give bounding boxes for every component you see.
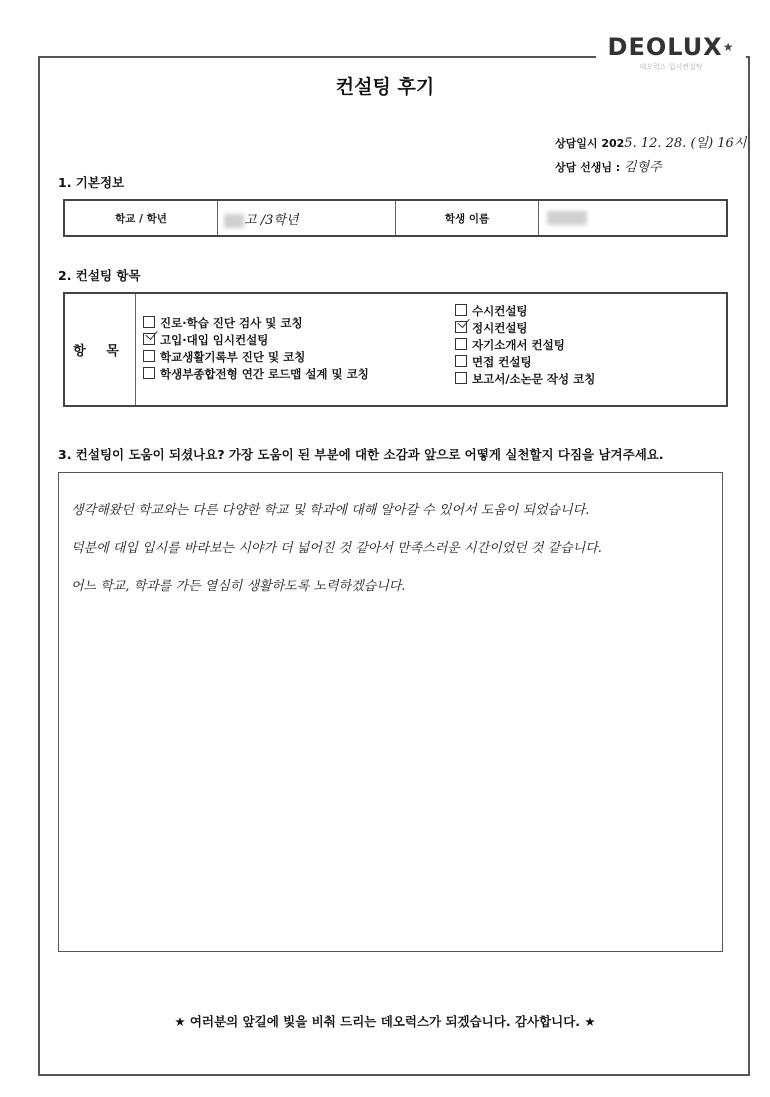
- consult-meta: [555, 132, 746, 180]
- item-right-1[interactable]: 정시컨설팅: [455, 320, 595, 337]
- consultant: 상담 선생님 : 김형주: [555, 160, 662, 175]
- answer-line-3: 어느 학교, 학과를 가든 열심히 생활하도록 노력하겠습니다.: [71, 579, 406, 594]
- item-right-0[interactable]: 수시컨설팅: [455, 303, 595, 320]
- school-grade-value: 고 /3학년: [218, 200, 396, 236]
- checkbox[interactable]: [455, 304, 467, 316]
- items-header: 항 목: [65, 294, 136, 405]
- item-right-3[interactable]: 면접 컨설팅: [455, 354, 595, 371]
- item-left-1[interactable]: 고입·대입 임시컨설팅: [143, 332, 369, 349]
- student-name-value: [539, 200, 728, 236]
- redacted-school: [224, 214, 244, 228]
- item-right-2[interactable]: 자기소개서 컨설팅: [455, 337, 595, 354]
- item-right-4[interactable]: 보고서/소논문 작성 코칭: [455, 371, 595, 388]
- logo-text: DEOLUX★: [607, 33, 735, 61]
- section-basic-info-title: 1. 기본정보: [58, 175, 125, 190]
- checkbox-checked[interactable]: [455, 321, 467, 333]
- items-left-column: [143, 315, 369, 383]
- item-left-2[interactable]: 학교생활기록부 진단 및 코칭: [143, 349, 369, 366]
- item-left-3[interactable]: 학생부종합전형 연간 로드맵 설계 및 코칭: [143, 366, 369, 383]
- answer-line-2: 덕분에 대입 입시를 바라보는 시야가 더 넓어진 것 같아서 만족스러운 시간이었던 것 같습니다.: [71, 541, 602, 556]
- checkbox[interactable]: [455, 372, 467, 384]
- checkbox-checked[interactable]: [143, 333, 155, 345]
- checkbox[interactable]: [143, 350, 155, 362]
- checkbox[interactable]: [143, 316, 155, 328]
- school-grade-label: 학교 / 학년: [64, 200, 218, 236]
- consulting-items-box: [63, 292, 728, 407]
- section-feedback-title: 3. 컨설팅이 도움이 되셨나요? 가장 도움이 된 부분에 대한 소감과 앞으로 어떻게 실천할지 다짐을 남겨주세요.: [58, 447, 664, 462]
- checkbox[interactable]: [455, 355, 467, 367]
- star-icon: ★: [722, 40, 735, 54]
- section-items-title: 2. 컨설팅 항목: [58, 268, 141, 283]
- logo-tagline: 데오럭스 입시컨설팅: [639, 63, 703, 71]
- redacted-name: [547, 211, 587, 225]
- checkbox[interactable]: [143, 367, 155, 379]
- consult-date: 상담일시 2025. 12. 28. (일) 16시: [555, 136, 747, 151]
- footer-message: ★ 여러분의 앞길에 빛을 비춰 드리는 데오럭스가 되겠습니다. 감사합니다. ★: [174, 1014, 596, 1029]
- item-left-0[interactable]: 진로·학습 진단 검사 및 코칭: [143, 315, 369, 332]
- student-name-label: 학생 이름: [396, 200, 539, 236]
- answer-line-1: 생각해왔던 학교와는 다른 다양한 학교 및 학과에 대해 알아갈 수 있어서 도움이 되었습니다.: [71, 503, 590, 518]
- basic-info-table: [63, 199, 728, 237]
- feedback-answer-box[interactable]: [58, 472, 723, 952]
- page-title: 컨설팅 후기: [335, 76, 435, 98]
- checkbox[interactable]: [455, 338, 467, 350]
- items-right-column: [455, 303, 595, 388]
